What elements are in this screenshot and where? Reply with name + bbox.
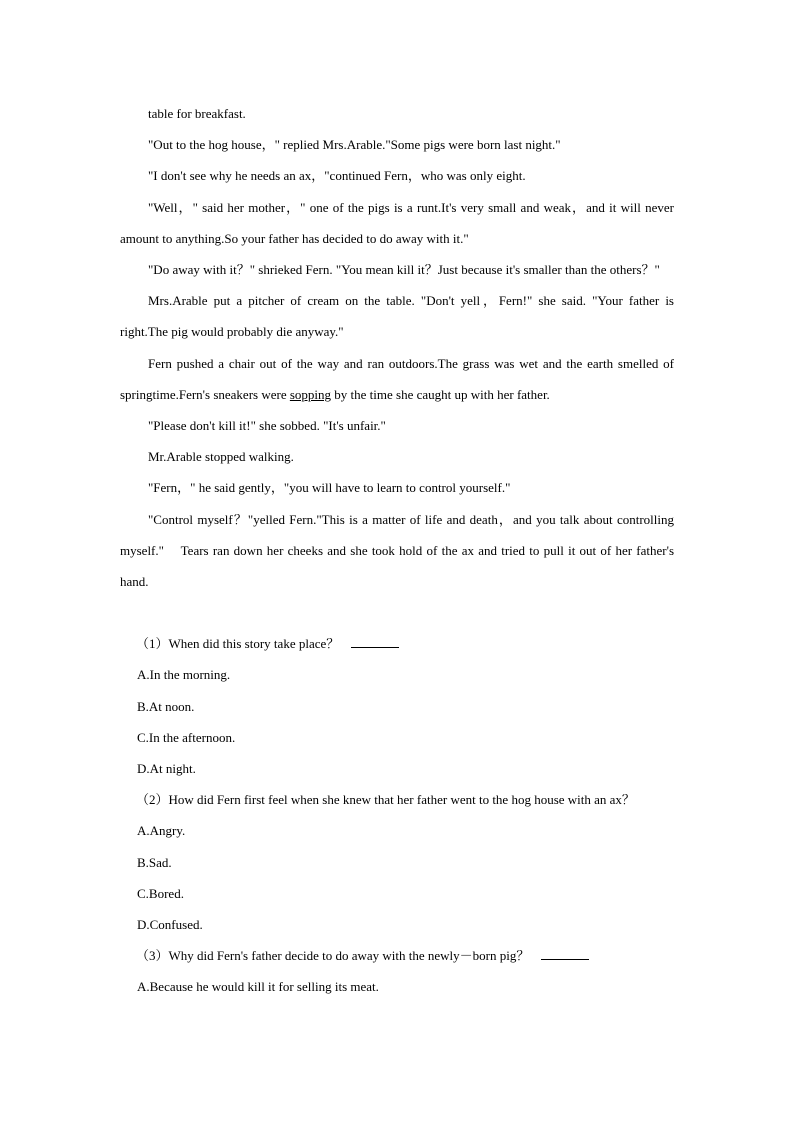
passage-paragraph-7 bbox=[120, 348, 674, 410]
answer-blank[interactable] bbox=[541, 947, 589, 960]
document-content bbox=[120, 98, 678, 1003]
passage-paragraph-3: "I don't see why he needs an ax，"continued Fern，who was only eight. bbox=[148, 168, 526, 184]
option-c: C.Bored. bbox=[137, 885, 184, 901]
section-spacer bbox=[120, 597, 674, 628]
option-a: A.In the morning. bbox=[137, 667, 231, 683]
option-b: B.At noon. bbox=[137, 698, 195, 714]
passage-paragraph-8: "Please don't kill it!" she sobbed. "It's unfair." bbox=[148, 418, 386, 434]
question-stem bbox=[120, 940, 674, 971]
question-2 bbox=[120, 784, 674, 940]
passage-text: Fern pushed a chair out of the way and ran outdoors.The grass was wet and the earth smelled of springtime.Fern's sneakers were bbox=[120, 355, 674, 402]
option-c: C.In the afternoon. bbox=[137, 729, 236, 745]
passage-paragraph-9: Mr.Arable stopped walking. bbox=[148, 449, 294, 465]
option-a: A.Because he would kill it for selling its meat. bbox=[137, 979, 379, 995]
option-d: D.At night. bbox=[137, 761, 196, 777]
passage-paragraph-4: "Well，" said her mother，" one of the pigs is a runt.It's very small and weak，and it will never amount to anything.So your father has decided to do away with it." bbox=[120, 199, 674, 246]
option-a: A.Angry. bbox=[137, 823, 186, 839]
passage-paragraph-5: "Do away with it？" shrieked Fern. "You mean kill it？Just because it's smaller than the others？" bbox=[148, 262, 660, 278]
underlined-word: sopping bbox=[289, 386, 332, 402]
question-3 bbox=[120, 940, 674, 1002]
passage-paragraph-6: Mrs.Arable put a pitcher of cream on the table. "Don't yell，Fern!" she said. "Your father is right.The pig would probably die anyway." bbox=[120, 293, 674, 340]
passage-paragraph-2: "Out to the hog house，" replied Mrs.Arable."Some pigs were born last night." bbox=[148, 137, 561, 153]
option-d: D.Confused. bbox=[137, 917, 203, 933]
passage-paragraph-10: "Fern，" he said gently，"you will have to learn to control yourself." bbox=[148, 480, 511, 496]
reading-passage bbox=[120, 98, 678, 597]
passage-paragraph-11: "Control myself？"yelled Fern."This is a matter of life and death，and you talk about controlling myself." Tears ran down her cheeks and she took hold of the ax and tried to pull it out of her father's hand. bbox=[120, 511, 678, 590]
answer-blank[interactable] bbox=[351, 635, 399, 648]
question-stem-text: （3）Why did Fern's father decide to do away with the newly－born pig？ bbox=[136, 948, 530, 964]
passage-text: by the time she caught up with her father. bbox=[331, 386, 550, 402]
questions bbox=[120, 628, 674, 1002]
question-stem: （2）How did Fern first feel when she knew that her father went to the hog house with an ax？ bbox=[136, 792, 635, 808]
option-b: B.Sad. bbox=[137, 854, 172, 870]
question-1 bbox=[120, 628, 674, 784]
passage-paragraph-1: table for breakfast. bbox=[148, 106, 246, 121]
question-stem-text: （1）When did this story take place？ bbox=[136, 636, 340, 652]
question-stem bbox=[120, 628, 674, 659]
